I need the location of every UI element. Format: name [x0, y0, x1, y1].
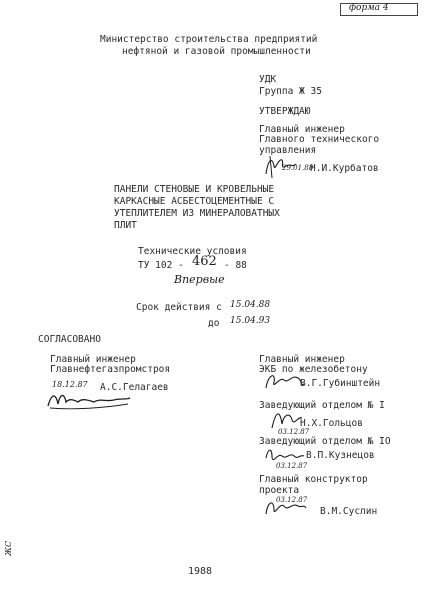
agreed-name: А.С.Гелагаев	[100, 382, 169, 393]
agreed-title: СОГЛАСОВАНО	[38, 334, 101, 345]
validity-from-label: Срок действия с	[136, 302, 222, 313]
signer-1-position-2: ЭКБ по железобетону	[259, 364, 368, 375]
ministry-line-1: Министерство строительства предприятий	[100, 34, 318, 45]
approve-position-2: Главного технического	[259, 134, 380, 145]
validity-to-label: до	[208, 318, 220, 329]
agreed-signature	[44, 388, 134, 412]
approve-title: УТВЕРЖДАЮ	[259, 106, 311, 117]
signer-4-position-2: проекта	[259, 485, 300, 496]
signer-2-position: Заведующий отделом № I	[259, 400, 385, 411]
tu-suffix: - 88	[224, 260, 247, 271]
group-label: Группа Ж 35	[259, 86, 322, 97]
validity-from-date: 15.04.88	[230, 300, 271, 310]
doc-title-line-1: ПАНЕЛИ СТЕНОВЫЕ И КРОВЕЛЬНЫЕ	[114, 184, 275, 195]
approve-position-3: управления	[259, 145, 317, 156]
tu-handwritten-note: Впервые	[174, 273, 225, 286]
signer-3-name: В.П.Кузнецов	[306, 450, 375, 461]
signer-2-name: Н.Х.Гольцов	[300, 418, 363, 429]
margin-mark: ЖС	[4, 540, 13, 556]
year: 1988	[188, 566, 213, 577]
doc-title-line-4: ПЛИТ	[114, 220, 137, 231]
tu-prefix: ТУ 102 -	[138, 260, 184, 271]
udk-label: УДК	[259, 74, 277, 85]
approve-date: 29.01.88	[282, 164, 314, 172]
ministry-line-2: нефтяной и газовой промышленности	[122, 46, 311, 57]
approve-position-1: Главный инженер	[259, 124, 345, 135]
agreed-date: 18.12.87	[52, 380, 88, 389]
signer-4-date: 03.12.87	[276, 496, 308, 504]
agreed-position-2: Главнефтегазпромстроя	[50, 364, 171, 375]
signer-1-position-1: Главный инженер	[259, 354, 345, 365]
agreed-position-1: Главный инженер	[50, 354, 136, 365]
approve-name: Н.И.Курбатов	[310, 163, 379, 174]
doc-title-line-3: УТЕПЛИТЕЛЕМ ИЗ МИНЕРАЛОВАТНЫХ	[114, 208, 280, 219]
signer-4-position-1: Главный конструктор	[259, 474, 368, 485]
signer-1-name: В.Г.Губинштейн	[300, 378, 381, 389]
tu-number: 462	[192, 254, 217, 269]
doc-title-line-2: КАРКАСНЫЕ АСБЕСТОЦЕМЕНТНЫЕ С	[114, 196, 275, 207]
validity-to-date: 15.04.93	[230, 316, 271, 326]
signer-4-name: В.М.Суслин	[320, 506, 378, 517]
signer-2-date: 03.12.87	[278, 428, 310, 436]
tech-conditions: Технические условия	[138, 246, 247, 257]
signer-3-date: 03.12.87	[276, 462, 308, 470]
form-stamp: форма 4	[349, 3, 389, 13]
signer-3-position: Заведующий отделом № IO	[259, 436, 391, 447]
